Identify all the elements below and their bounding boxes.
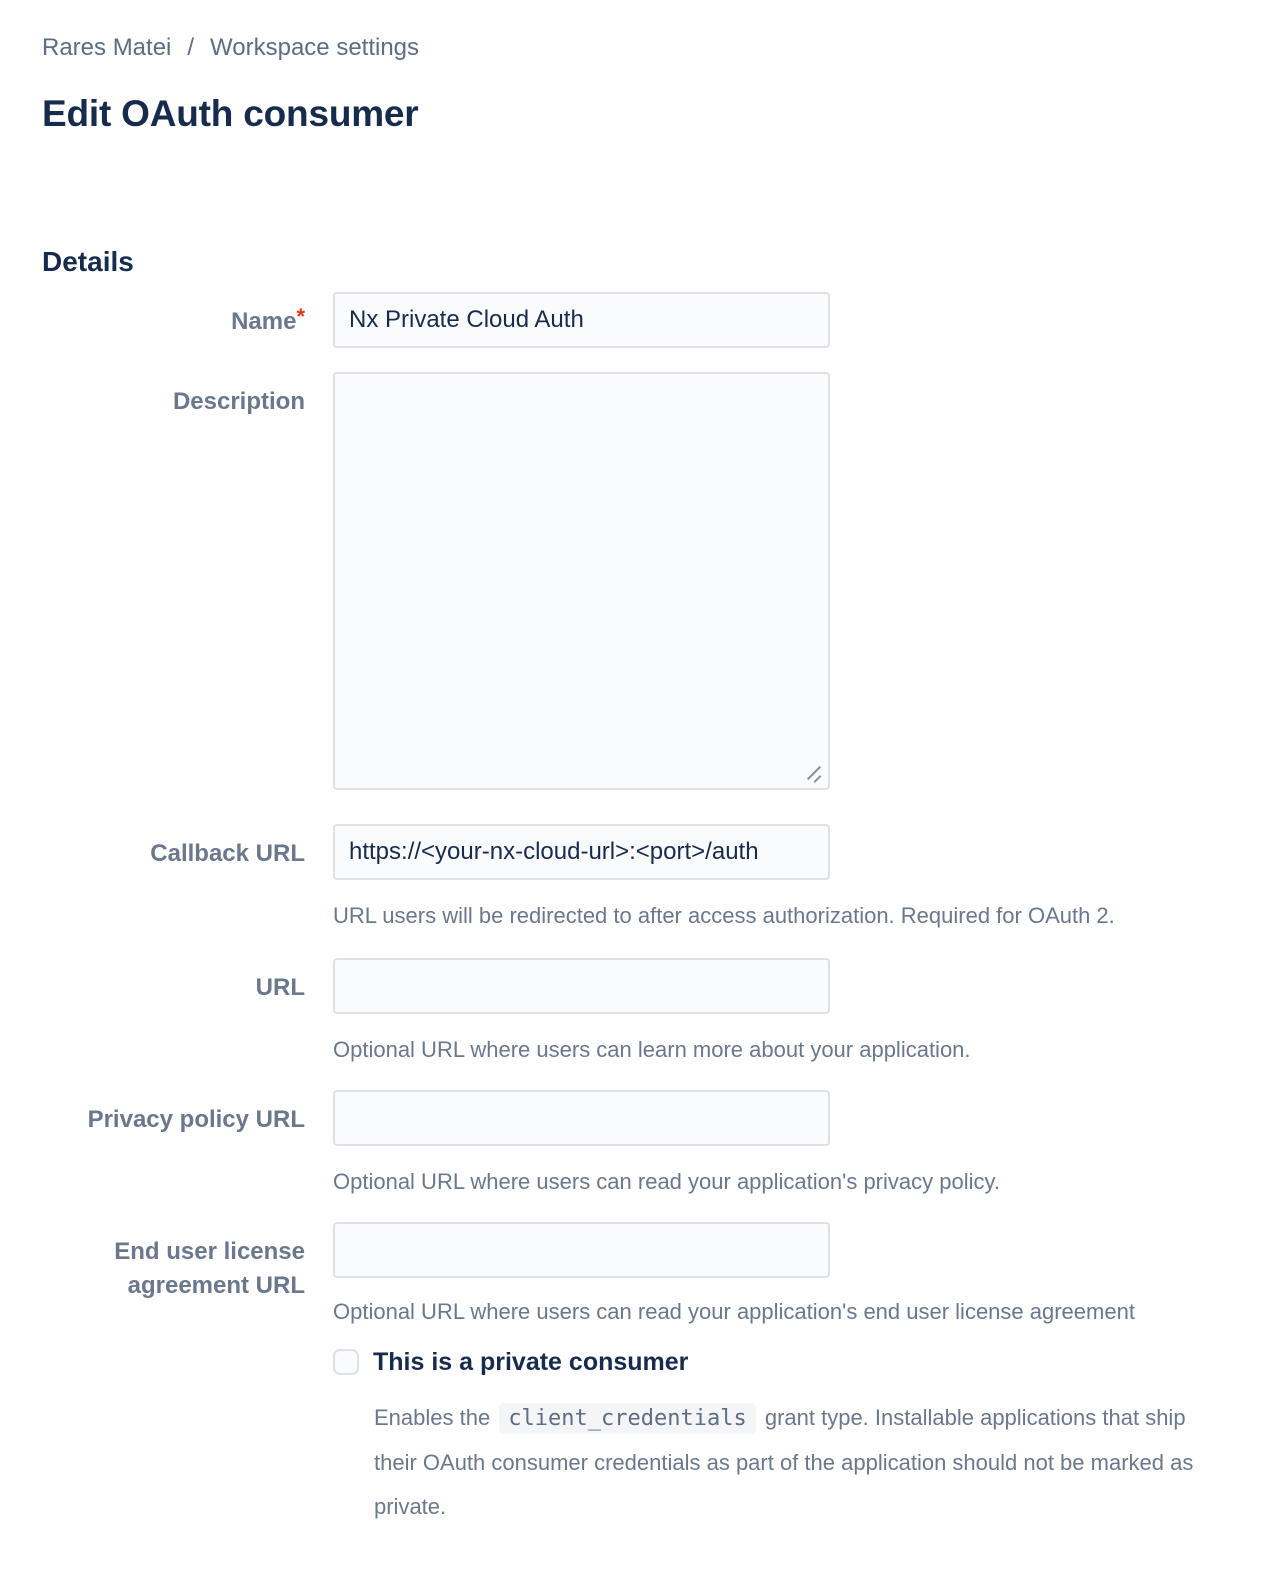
name-label-text: Name	[231, 308, 297, 335]
privacy-policy-url-input[interactable]	[333, 1090, 830, 1146]
description-textarea[interactable]	[333, 372, 830, 790]
url-help-text: Optional URL where users can learn more about your application.	[333, 1037, 971, 1062]
callback-url-field-row	[42, 824, 1236, 930]
breadcrumb-separator: /	[187, 34, 195, 61]
breadcrumb-workspace-link[interactable]: Rares Matei	[42, 34, 172, 61]
description-field-row	[42, 372, 1236, 790]
url-input[interactable]	[333, 958, 830, 1014]
callback-url-label: Callback URL	[150, 840, 305, 867]
callback-url-input[interactable]	[333, 824, 830, 880]
eula-url-help-text: Optional URL where users can read your application's end user license agreement	[333, 1299, 1135, 1324]
private-consumer-row	[42, 1346, 1236, 1529]
help-text-before-code: Enables the	[374, 1405, 497, 1430]
name-input[interactable]	[333, 292, 830, 348]
required-asterisk: *	[296, 304, 305, 329]
client-credentials-code-chip: client_credentials	[499, 1403, 755, 1434]
privacy-policy-url-field-row	[42, 1090, 1236, 1196]
eula-url-field-row	[42, 1222, 1236, 1326]
callback-url-help-text: URL users will be redirected to after access authorization. Required for OAuth 2.	[333, 903, 1115, 928]
breadcrumb-workspace-settings-link[interactable]: Workspace settings	[210, 34, 420, 61]
eula-url-input[interactable]	[333, 1222, 830, 1278]
url-field-row	[42, 958, 1236, 1064]
privacy-policy-url-help-text: Optional URL where users can read your application's privacy policy.	[333, 1169, 1000, 1194]
breadcrumb	[42, 33, 1236, 63]
oauth-consumer-form	[42, 292, 1236, 1529]
url-label: URL	[255, 974, 305, 1001]
page-title: Edit OAuth consumer	[42, 93, 419, 134]
name-field-row	[42, 292, 1236, 348]
privacy-policy-url-label: Privacy policy URL	[87, 1106, 305, 1133]
description-label: Description	[172, 388, 305, 415]
private-consumer-label[interactable]: This is a private consumer	[373, 1348, 689, 1376]
name-label	[42, 292, 305, 339]
details-section-heading: Details	[42, 246, 134, 277]
eula-url-label: End user license agreement URL	[114, 1238, 305, 1299]
private-consumer-checkbox[interactable]	[333, 1349, 359, 1375]
help-text-after-code: grant type. Installable applications that ship their OAuth consumer credentials as part of the application should not be marked as private.	[374, 1405, 1194, 1519]
private-consumer-help-text	[374, 1396, 1218, 1529]
resize-handle-icon[interactable]	[805, 765, 823, 783]
